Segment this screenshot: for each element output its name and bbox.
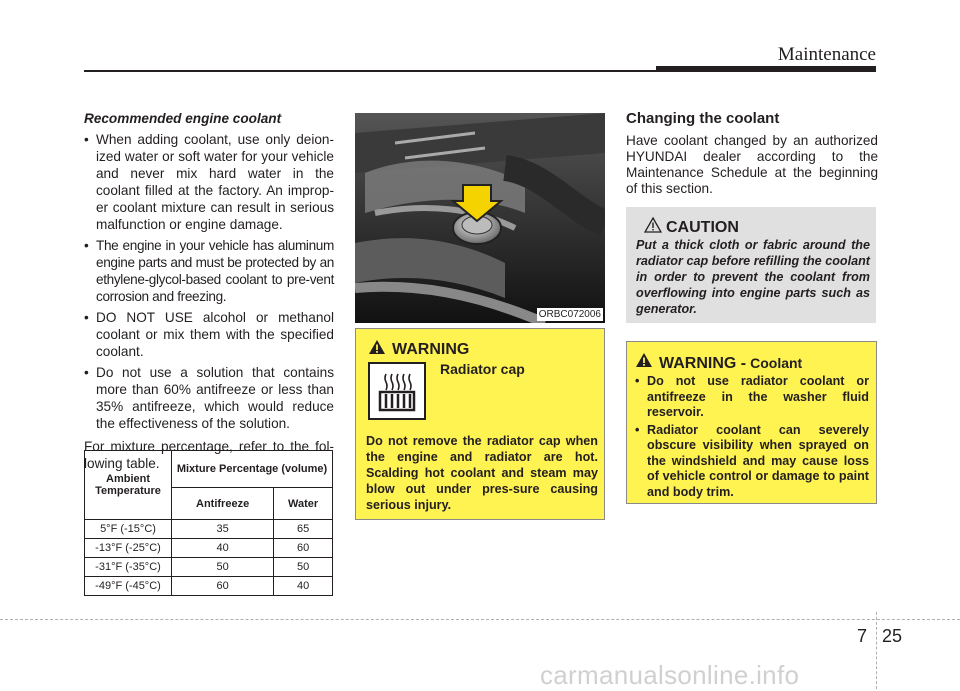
header-rule — [84, 70, 744, 72]
caution-triangle-icon — [644, 217, 662, 238]
table-header-antifreeze: Antifreeze — [172, 488, 274, 520]
radiator-cap-warning-box — [355, 328, 605, 520]
left-column — [84, 110, 334, 472]
table-intro-paragraph: For mixture percentage, refer to the fol-lowing table. — [84, 439, 334, 471]
table-cell-temp: 5°F (-15°C) — [85, 520, 172, 539]
table-cell-water: 65 — [274, 520, 333, 539]
table-cell-antifreeze: 35 — [172, 520, 274, 539]
warning-title: WARNING — [392, 340, 470, 358]
list-item: • When adding coolant, use only deion-ized water or soft water for your vehicle and never mix hard water in the coolant filled at the factory. An improp-er coolant mixture can result in serious malfunction or engine damage. — [84, 131, 334, 233]
coolant-warning-box — [626, 341, 877, 504]
list-item: • DO NOT USE alcohol or methanol coolant or mix them with the specified coolant. — [84, 309, 334, 360]
watermark: carmanualsonline.info — [540, 660, 800, 690]
table-header-mixture: Mixture Percentage (volume) — [172, 451, 333, 488]
warning-title: WARNING - — [659, 355, 747, 372]
table-cell-temp: -13°F (-25°C) — [85, 539, 172, 558]
engine-bay-photo — [355, 113, 605, 323]
right-column — [626, 110, 878, 197]
table-cell-antifreeze: 60 — [172, 577, 274, 596]
warning-heading — [368, 339, 469, 360]
table-cell-temp: -31°F (-35°C) — [85, 558, 172, 577]
warning-body: Do not remove the radiator cap when the engine and radiator are hot. Scalding hot coolant and steam may blow out under pres-sure causing serious injury. — [366, 434, 598, 512]
engine-photo-illustration — [355, 113, 605, 323]
radiator-cap-icon — [368, 362, 426, 420]
coolant-mixture-table — [84, 450, 333, 596]
table-cell-antifreeze: 40 — [172, 539, 274, 558]
page-number: 25 — [882, 626, 903, 646]
list-item: • Radiator coolant can severely obscure visibility when sprayed on the windshield and may cause loss of vehicle control or damage to paint and body trim. — [635, 423, 869, 501]
caution-title: CAUTION — [666, 218, 739, 236]
footer-rule — [0, 619, 960, 620]
warning-title-topic: Coolant — [750, 355, 803, 371]
section-heading: Changing the coolant — [626, 110, 780, 127]
coolant-subheading: Recommended engine coolant — [84, 111, 282, 126]
table-header-water: Water — [274, 488, 333, 520]
warning-subtitle: Radiator cap — [440, 361, 525, 377]
table-row — [85, 539, 333, 558]
photo-reference-code: ORBC072006 — [538, 309, 601, 320]
header-rule-thick — [656, 66, 876, 72]
list-item: • Do not use radiator coolant or antifreeze in the washer fluid reservoir. — [635, 374, 869, 421]
section-body: Have coolant changed by an authorized HYUNDAI dealer according to the Maintenance Schedule at the beginning of this section. — [626, 133, 878, 196]
footer-divider — [876, 612, 877, 689]
warning-heading — [635, 352, 802, 373]
table-header-ambient: Ambient Temperature — [85, 451, 172, 520]
warning-list — [635, 374, 869, 502]
table-row — [85, 577, 333, 596]
caution-box — [626, 207, 876, 323]
table-cell-water: 50 — [274, 558, 333, 577]
coolant-bullet-list — [84, 131, 334, 432]
warning-triangle-icon — [368, 339, 386, 360]
caution-body: Put a thick cloth or fabric around the radiator cap before refilling the coolant in order to prevent the coolant from overflowing into engine parts such as generator. — [636, 238, 870, 316]
table-cell-antifreeze: 50 — [172, 558, 274, 577]
page-chapter-number: 7 — [857, 626, 868, 646]
table-row — [85, 558, 333, 577]
warning-triangle-icon — [635, 352, 653, 373]
table-row — [85, 520, 333, 539]
table-cell-water: 60 — [274, 539, 333, 558]
table-cell-temp: -49°F (-45°C) — [85, 577, 172, 596]
list-item: • Do not use a solution that contains more than 60% antifreeze or less than 35% antifreeze, which would reduce the effectiveness of the solution. — [84, 364, 334, 432]
list-item: • The engine in your vehicle has aluminum engine parts and must be protected by an ethylene-glycol-based coolant to pre-vent corrosion and freezing. — [84, 237, 334, 305]
page-header-title: Maintenance — [777, 44, 876, 65]
caution-heading — [644, 217, 739, 238]
table-cell-water: 40 — [274, 577, 333, 596]
